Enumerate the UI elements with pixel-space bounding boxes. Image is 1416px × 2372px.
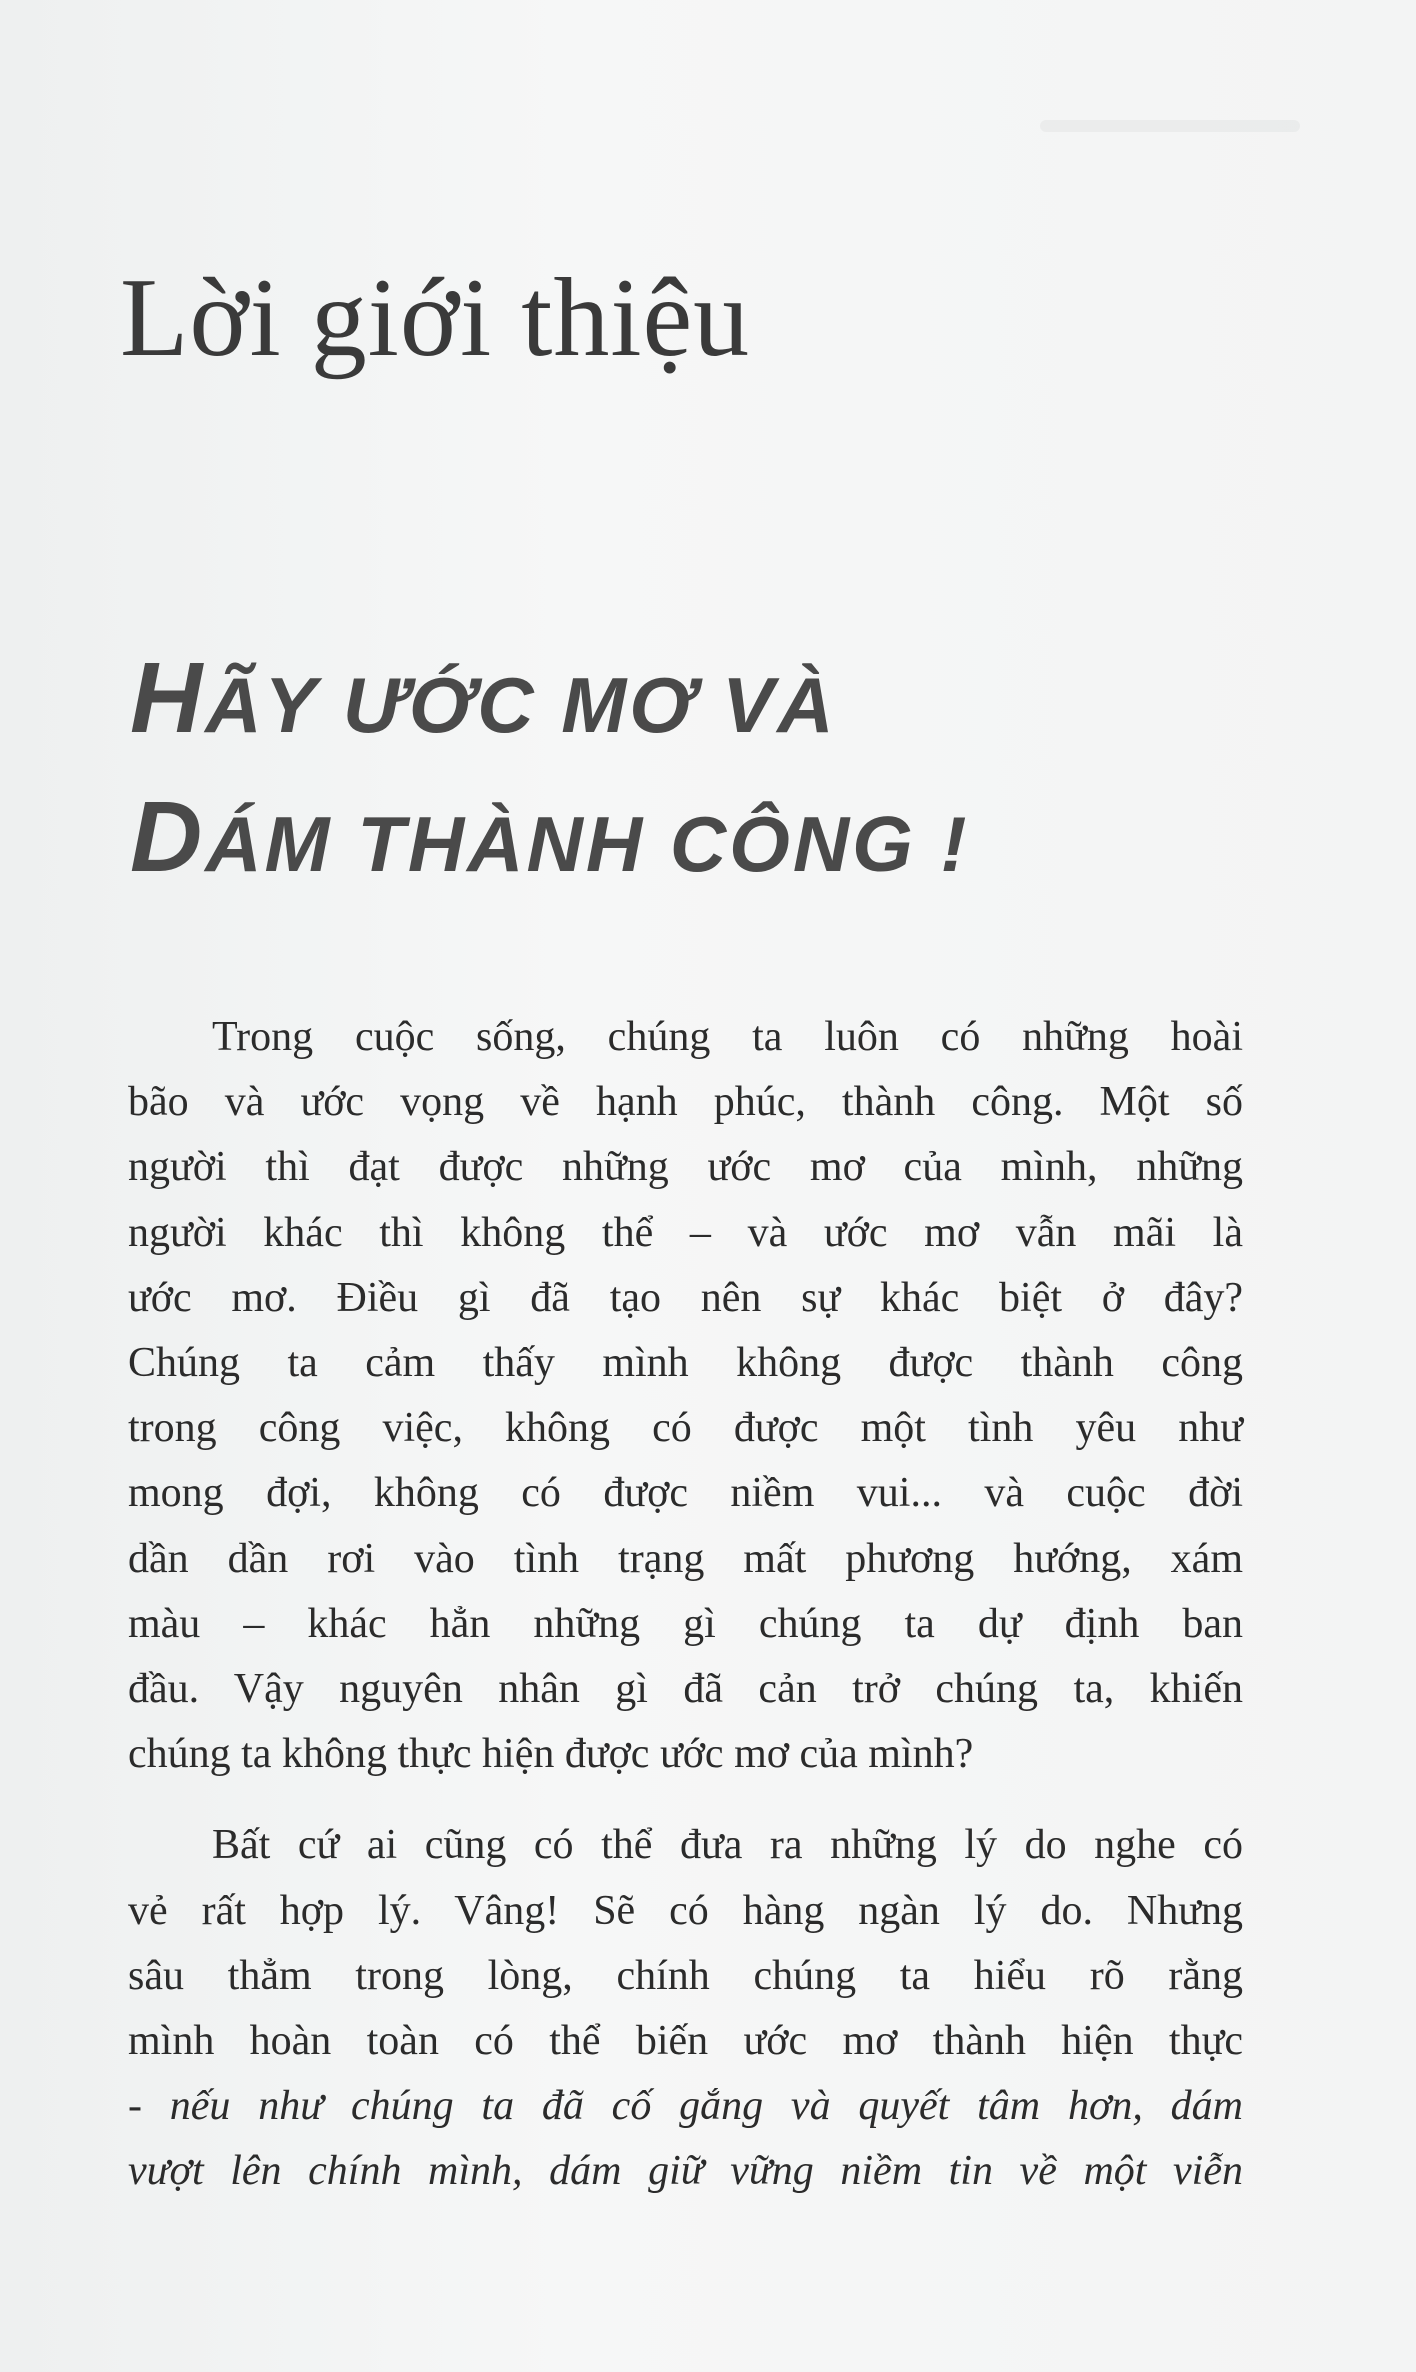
paragraph-1-line: người khác thì không thể – và ước mơ vẫn mãi là [128,1209,1243,1256]
paragraph-1-line: trong công việc, không có được một tình yêu như [128,1405,1243,1452]
paragraph-1-line: ước mơ. Điều gì đã tạo nên sự khác biệt ở đây? [128,1274,1243,1321]
paragraph-1-line: đầu. Vậy nguyên nhân gì đã cản trở chúng ta, khiến [128,1666,1243,1713]
headline-line-1-rest: ÃY ƯỚC MƠ VÀ [205,661,837,749]
paragraph-2 [128,1813,1243,2204]
page-shadow [1040,120,1300,132]
paragraph-2-line: sâu thẳm trong lòng, chính chúng ta hiểu rõ rằng [128,1952,1243,1999]
paragraph-2-italic-line: vượt lên chính mình, dám giữ vững niềm tin về một viễn [128,2148,1243,2195]
paragraph-1-line: dần dần rơi vào tình trạng mất phương hướng, xám [128,1535,1243,1582]
paragraph-1 [128,1005,1243,1787]
headline-line-1-initial: H [130,642,206,754]
paragraph-1-line: Chúng ta cảm thấy mình không được thành công [128,1340,1243,1387]
headline-line-1 [130,632,969,771]
paragraph-1-line: Trong cuộc sống, chúng ta luôn có những hoài [212,1014,1243,1060]
headline-line-2 [130,771,969,910]
paragraph-1-line: người thì đạt được những ước mơ của mình, những [128,1144,1243,1191]
paragraph-2-italic-line: - nếu như chúng ta đã cố gắng và quyết tâm hơn, dám [128,2083,1243,2130]
headline-line-2-rest: ÁM THÀNH CÔNG ! [205,800,970,888]
paragraph-1-line: màu – khác hẳn những gì chúng ta dự định ban [128,1600,1243,1647]
paragraph-2-line: mình hoàn toàn có thể biến ước mơ thành hiện thực [128,2018,1243,2065]
paragraph-2-line: vẻ rất hợp lý. Vâng! Sẽ có hàng ngàn lý do. Nhưng [128,1887,1243,1934]
paragraph-1-line: bão và ước vọng về hạnh phúc, thành công. Một số [128,1079,1243,1126]
headline-line-2-initial: D [130,781,206,893]
paragraph-1-line: chúng ta không thực hiện được ước mơ của mình? [128,1731,974,1778]
chapter-title: Lời giới thiệu [120,256,751,380]
paragraph-2-line: Bất cứ ai cũng có thể đưa ra những lý do nghe có [212,1822,1243,1869]
headline [130,632,969,910]
paragraph-1-line: mong đợi, không có được niềm vui... và cuộc đời [128,1470,1243,1517]
body-text [128,1005,1243,2231]
